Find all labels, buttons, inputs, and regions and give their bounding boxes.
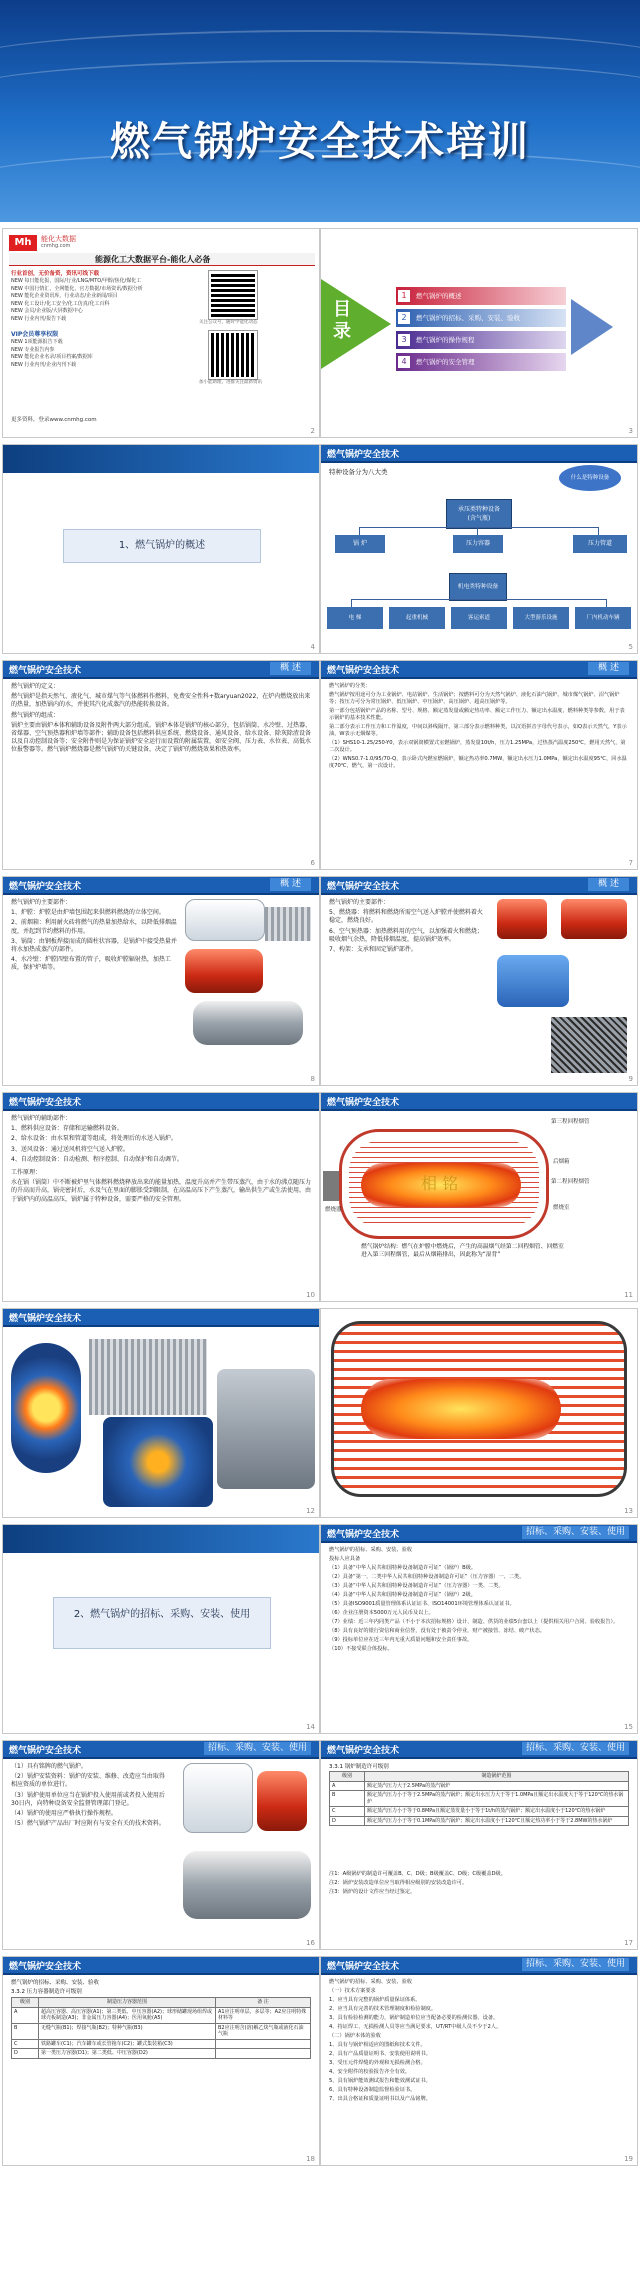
table-row — [12, 2049, 311, 2059]
list-item: 3、受压元件焊缝的外观和无损检测合格。 — [329, 2060, 426, 2066]
boiler-image — [183, 1763, 253, 1833]
feature-item: NEW 中国行情汇，全网能化，官方数据/市场资讯/数据分析 — [11, 285, 143, 292]
table-cell: D — [12, 2049, 39, 2059]
table-cell: 无缝气瓶(B1)；焊接气瓶(B2)；特种气瓶(B3) — [39, 2023, 216, 2039]
para: 燃气锅炉的招标、采购、安装、验收 — [329, 1547, 413, 1553]
header-title: 燃气锅炉安全技术 — [9, 1746, 82, 1756]
toc-num: 4 — [398, 356, 410, 368]
footer-link[interactable]: 更多资料，登录www.cnmhg.com — [11, 417, 97, 423]
slide-acceptance — [320, 1956, 638, 2166]
page-number: 15 — [624, 1723, 633, 1731]
boiler-image — [217, 1369, 315, 1489]
boiler-cutaway-image — [103, 1417, 213, 1507]
slide-body — [11, 683, 311, 757]
diagram-node: 压力容器 — [453, 535, 503, 553]
toc-num: 2 — [398, 312, 410, 324]
table-header — [330, 1772, 629, 1782]
slide-header — [3, 877, 319, 895]
slide-section-1 — [2, 444, 320, 654]
toc-list — [396, 287, 566, 371]
slide-body — [329, 899, 487, 956]
diagram-node-root — [446, 499, 512, 529]
list-item: （7）业绩：近三年内同类产品（不小于本次招标规格）设计、制造、供货的业绩5台套以上（提供相关用户合同、验收报告）。 — [329, 1619, 619, 1625]
page-number: 19 — [624, 2155, 633, 2163]
feature-item: NEW 会员/企业版/大屏数据中心 — [11, 308, 83, 314]
table-cell: 额定蒸汽压力小于等于0.1MPa的蒸汽锅炉；额定出水温度小于120℃且额定热功率小于等于2.8MW的热水锅炉 — [365, 1816, 629, 1826]
list-item: （1）具有铭牌的燃气锅炉。 — [11, 1763, 87, 1770]
diagram-label: 后烟箱 — [553, 1159, 570, 1165]
slide-body — [11, 899, 179, 975]
list-item: 1、应当具有完整的锅炉质量保证体系。 — [329, 1997, 421, 2003]
page-number: 6 — [310, 859, 315, 867]
table-row — [12, 2023, 311, 2039]
para: 投标人应具备 — [329, 1556, 361, 1562]
page-number: 12 — [306, 1507, 315, 1515]
table-header — [12, 1998, 311, 2008]
list-item: （5）燃气锅炉产品出厂时应附有与安全有关的技术资料。 — [11, 1820, 165, 1828]
header-tag: 概 述 — [270, 662, 311, 675]
page-number: 18 — [306, 2155, 315, 2163]
section-title: 2、燃气锅炉的招标、采购、安装、使用 — [53, 1597, 271, 1649]
slide-header — [321, 877, 637, 895]
page-number: 5 — [628, 643, 633, 651]
diagram-node-mech: 机电类特种设备 — [449, 573, 507, 601]
slide-toc — [320, 228, 638, 438]
list-item: （10）不接受联合体投标。 — [329, 1646, 393, 1652]
header-tag: 招标、采购、安装、使用 — [522, 1958, 629, 1971]
list-item: 3、锅筒：由钢板焊接而成的圆柱状容器，是锅炉中接受热量并将水加热成蒸汽的部件。 — [11, 937, 177, 954]
page-number: 2 — [310, 427, 315, 435]
slide-vessel-table — [2, 1956, 320, 2166]
para: 第二部分表示工作压力和工作温度，中间以斜线隔开。第三部分表示燃料种类，以汉语拼音字母代号表示，如Q表示天然气，Y表示油，W表示无烟煤等。 — [329, 724, 627, 737]
slide-auxiliary-parts — [2, 1092, 320, 1302]
para: 燃气锅炉是指天然气、液化气、城市煤气等气体燃料作燃料，免费安全性科+数aryuan2022，在炉内燃烧放出来的热量，加热锅内的水，并使其汽化成蒸汽的热能转换设备。 — [11, 693, 311, 709]
header-title: 燃气锅炉安全技术 — [327, 882, 400, 892]
callout-bubble: 什么是特种设备 — [559, 465, 621, 491]
vip-title: VIP会员尊享权限 — [11, 331, 59, 338]
page-number: 4 — [310, 643, 315, 651]
diagram-node: 大型游乐设施 — [513, 607, 569, 629]
list-item: 2、给水设备：由水泵和管道等组成，将处理后的水送入锅炉。 — [11, 1135, 177, 1143]
toc-item[interactable] — [396, 287, 566, 305]
page-number: 8 — [310, 1075, 315, 1083]
list-item: 4、水冷壁：炉膛四壁布置的管子，吸收炉膛辐射热，加热工质，保护炉墙等。 — [11, 956, 171, 972]
note: 注2：锅炉安装改造单位应当取得相应级别的安装改造许可。 — [329, 1880, 468, 1886]
flame — [361, 1379, 561, 1439]
vip-item: NEW 行业内刊/企业内刊下载 — [11, 361, 77, 368]
qr-caption: 关注公众号，随时学能化动态 — [199, 320, 258, 325]
list-item: 5、燃烧器：将燃料和燃烧所需空气送入炉膛并使燃料着火稳定，燃烧良好。 — [329, 909, 483, 925]
example: （1）SHS10-1.25/250-Y0，表示双锅筒横置式室燃锅炉，蒸发量10t/h，压力1.25MPa，过热蒸汽温度250℃，燃用天然气，第二次设计。 — [329, 740, 626, 753]
table-cell: A — [12, 2007, 39, 2023]
table-cell: 第一类压力容器(D1)；第二类低、中压容器(D2) — [39, 2049, 216, 2059]
list-item: （一）技术方案要求 — [329, 1988, 376, 1994]
list-item: 1、炉膛：炉膛是由炉墙包围起来供燃料燃烧的立体空间。 — [11, 909, 165, 917]
diagram-node: 压力管道 — [573, 535, 627, 553]
list-item: （4）具备“中华人民共和国特种设备制造许可证”（锅炉）2级。 — [329, 1592, 476, 1598]
page-number: 16 — [306, 1939, 315, 1947]
list-item: 3、送风设备：通过送风机将空气送入炉膛。 — [11, 1145, 129, 1153]
diagram-label: 燃烧器 — [325, 1207, 342, 1213]
diagram-subtitle: 特种设备分为八大类 — [329, 468, 388, 476]
diagram-connector — [351, 599, 607, 607]
feature-item: NEW 行业内刊/报告下载 — [11, 315, 67, 322]
toc-num: 3 — [398, 334, 410, 346]
burner-image — [497, 899, 547, 939]
diagram-label: 第三程回程烟管 — [551, 1119, 590, 1125]
list-item: 4、自动控制设备：自动检测、程序控制、自动保护和自动调节。 — [11, 1155, 183, 1163]
vessel-table — [11, 1997, 311, 2059]
slide-installation — [2, 1740, 320, 1950]
example: （2）WNS0.7-1.0/95/70-Q，表示卧式内燃室燃锅炉，额定热功率0.7MW，额定出水压力1.0MPa，额定出水温度95℃，回水温度70℃，燃气，第一次设计。 — [329, 756, 627, 769]
header-tag: 招标、采购、安装、使用 — [522, 1742, 629, 1755]
list-item: 7、构架：支承和固定锅炉部件。 — [329, 946, 417, 954]
slide-cutaway — [320, 1308, 638, 1518]
list-item: 1、燃料供应设备：存储和运输燃料设备。 — [11, 1125, 123, 1133]
header-title: 燃气锅炉安全技术 — [327, 1098, 400, 1108]
toc-item[interactable] — [396, 353, 566, 371]
page-number: 11 — [624, 1291, 633, 1299]
column-header: 制造锅炉范围 — [365, 1772, 629, 1782]
table-cell: B — [330, 1791, 365, 1807]
list-item: 4、安全附件的校验报告齐全有效。 — [329, 2069, 411, 2075]
boiler-image — [183, 1851, 311, 1919]
vip-item: NEW 专业报告内参 — [11, 346, 55, 353]
slide-header — [321, 1525, 637, 1543]
slide-band — [3, 1525, 319, 1553]
diagram-connector — [477, 527, 478, 535]
list-item: （3）具备“中华人民共和国特种设备制造许可证”（压力容器）一类、二类。 — [329, 1583, 504, 1589]
boiler-image — [257, 1771, 307, 1831]
slide-ad — [2, 228, 320, 438]
note: 注3：锅炉的设计文件应当经过鉴定。 — [329, 1889, 416, 1895]
para: 燃气锅炉的组成： — [11, 711, 60, 719]
list-item: 燃气锅炉的主要部件： — [329, 899, 390, 906]
slide-header — [321, 1957, 637, 1975]
list-item: （2）具备“第一、二类中华人民共和国特种设备制造许可证”（压力容器）一、二类。 — [329, 1574, 525, 1580]
diagram-connector — [359, 527, 599, 535]
header-tag: 概 述 — [588, 662, 629, 675]
toc-label: 燃气锅炉的安全管理 — [416, 358, 475, 366]
header-tag: 概 述 — [270, 878, 311, 891]
vip-item: NEW 1项能源报告下载 — [11, 339, 63, 345]
column-header: 级别 — [12, 1998, 39, 2008]
slide-header — [3, 1309, 319, 1327]
diagram-node: 起重机械 — [389, 607, 445, 629]
table-row — [12, 2007, 311, 2023]
slide-header — [3, 1093, 319, 1111]
list-item: （1）具备“中华人民共和国特种设备制造许可证”（锅炉）B级。 — [329, 1565, 477, 1571]
page-number: 3 — [628, 427, 633, 435]
section-title: 1、燃气锅炉的概述 — [63, 529, 261, 563]
table-cell: A — [330, 1781, 365, 1791]
table-cell: A1应注明单层、多层等；A2应注明特殊材料等 — [216, 2007, 311, 2023]
table-cell: B — [12, 2023, 39, 2039]
header-title: 燃气锅炉安全技术 — [9, 1962, 82, 1972]
list-item: 燃气锅炉的辅助部件： — [11, 1115, 72, 1122]
para-heading: 工作原理： — [11, 1169, 42, 1177]
page-number: 7 — [628, 859, 633, 867]
brand-url: cnmhg.com — [41, 243, 71, 249]
slide-structure-diagram — [320, 1092, 638, 1302]
slide-header — [321, 445, 637, 463]
slide-header — [321, 1741, 637, 1759]
page-number: 13 — [624, 1507, 633, 1515]
feature-item: NEW 每日能化报，国际/行业/LNG/MTO/甲醇/焦化/煤化工 — [11, 278, 142, 284]
boiler-image — [89, 1339, 207, 1415]
mech-row — [327, 607, 633, 631]
brand-logo: Mh — [9, 235, 37, 251]
diagram-caption: 燃气锅炉结构：燃气在炉膛中燃烧后，产生的高温烟气经第二回程烟管、回燃室进入第三回程烟管，最后从烟箱排出，因此称为“湿背” — [361, 1244, 564, 1258]
list-item: 6、空气预热器：加热燃料用的空气，以加强着火和燃烧；吸收烟气余热，降低排烟温度，提高锅炉效率。 — [329, 927, 483, 943]
table-cell: C — [330, 1807, 365, 1817]
slide-body — [11, 1763, 169, 1830]
node-sublabel: (含气瓶) — [467, 515, 491, 522]
diagram-label: 第二程回程烟管 — [551, 1179, 590, 1185]
qr-code-icon — [209, 331, 257, 379]
list-item: （2）锅炉安装资料：锅炉的安装、维修、改造应当由取得相应资质的单位进行。 — [11, 1773, 165, 1789]
header-title: 燃气锅炉安全技术 — [9, 1314, 82, 1324]
table-row — [330, 1807, 629, 1817]
slide-header — [3, 1957, 319, 1975]
table-title: 3.3.1 锅炉制造许可级别 — [329, 1764, 389, 1770]
note: 注1：A级锅炉的制造许可覆盖B、C、D级；B级覆盖C、D级；C级覆盖D级。 — [329, 1871, 506, 1877]
burner-image — [497, 955, 569, 1007]
platform-title: 能源化工大数据平台-能化人必备 — [95, 255, 211, 264]
diagram-label: 燃烧室 — [553, 1205, 570, 1211]
page-number: 10 — [306, 1291, 315, 1299]
slide-boiler-images — [2, 1308, 320, 1518]
table-row — [330, 1791, 629, 1807]
slide-band — [3, 445, 319, 473]
header-tag: 招标、采购、安装、使用 — [522, 1526, 629, 1539]
slide-header — [3, 1741, 319, 1759]
para: 燃气锅炉的定义： — [11, 683, 60, 690]
list-item: 7、出具合格证和质量证明书以及产品铭牌。 — [329, 2096, 431, 2102]
para: 燃气锅炉按用途可分为工业锅炉、电站锅炉、生活锅炉；按燃料可分为天然气锅炉、液化石油气锅炉、城市煤气锅炉、沼气锅炉等；按压力可分为常压锅炉、低压锅炉、中压锅炉、高压锅炉、超高压锅炉等。 — [329, 692, 620, 705]
table-cell: D — [330, 1816, 365, 1826]
header-title: 燃气锅炉安全技术 — [9, 666, 82, 676]
list-item: 2、前烟箱：利用耐火砖将燃气的热量加热给水，以降低排烟温度，并起到节约燃料的作用。 — [11, 919, 177, 935]
slide-license-table — [320, 1740, 638, 1950]
heat-exchanger-image — [265, 907, 311, 941]
slide-body — [329, 1979, 629, 2105]
slide-equipment-categories — [320, 444, 638, 654]
para: 燃气锅炉的分类： — [329, 683, 371, 689]
column-header: 制造压力容器范围 — [39, 1998, 216, 2008]
diagram-node: 客运索道 — [451, 607, 507, 629]
table-cell: 额定蒸汽压力大于2.5MPa的蒸汽锅炉 — [365, 1781, 629, 1791]
header-title: 燃气锅炉安全技术 — [9, 882, 82, 892]
boiler-image — [185, 899, 265, 941]
toc-num: 1 — [398, 290, 410, 302]
list-item: （二）锅炉本体的验收 — [329, 2033, 381, 2039]
page-number: 9 — [628, 1075, 633, 1083]
slide-header — [321, 661, 637, 679]
burner-image — [561, 899, 627, 939]
list-item: （4）锅炉的使用应严格执行操作规程。 — [11, 1810, 117, 1818]
qr-caption: 加小能助理，进群关注最新资讯 — [199, 380, 262, 385]
column-header: 级别 — [330, 1772, 365, 1782]
slide-main-parts-2 — [320, 876, 638, 1086]
node-label: 承压类特种设备 — [457, 506, 500, 513]
diagram-node: 电 梯 — [327, 607, 383, 629]
boiler-image — [193, 1001, 303, 1045]
list-item: 4、持证焊工、无损检测人员等应当满足要求，UT/RT中级人员不少于2人。 — [329, 2024, 502, 2030]
table-cell: 额定蒸汽压力小于等于2.5MPa的蒸汽锅炉；额定出水压力大于等于1.0MPa且额定出水温度大于等于120℃的热水锅炉 — [365, 1791, 629, 1807]
table-cell: C — [12, 2039, 39, 2049]
page-number: 14 — [306, 1723, 315, 1731]
intro-text: 燃气锅炉的招标、采购、安装、验收 — [11, 1980, 100, 1986]
toc-arrow-right — [571, 299, 613, 355]
platform-intro: 行业首创，无价备资，资讯可线下载 — [11, 271, 100, 277]
list-item: 5、具有锅炉能效测试报告和能效测试证书。 — [329, 2078, 431, 2084]
para: 锅炉主要由锅炉本体和辅助设备及附件两大部分组成。锅炉本体是锅炉的核心部分，包括锅筒、水冷壁、过热器、省煤器、空气预热器和炉墙等部件；辅助设备包括燃料供应系统、燃烧设备、通风设备、给水设备、除灰除渣设备以及自动控制设备等；安全附件则是为保证锅炉安全运行而设置的附属装置，如安全阀、压力表、水位表、高低水位报警器等。燃气锅炉燃烧器是燃气锅炉的关键设备，决定了锅炉的燃烧效果和热效率。 — [11, 721, 312, 754]
feature-item: NEW 能化企业资讯库，行业动态/企业新闻/项目 — [11, 293, 118, 299]
table-cell — [216, 2039, 311, 2049]
list-item: 6、具有特种设备制造监督检验证书。 — [329, 2087, 416, 2093]
table-cell — [216, 2049, 311, 2059]
list-item: （5）具备ISO9001质量管理体系认证证书、ISO14001环境管理体系认证证书。 — [329, 1601, 515, 1607]
vip-item: NEW 能化企业名录/项目档案/数据库 — [11, 354, 93, 360]
toc-label: 燃气锅炉的操作规程 — [416, 336, 475, 344]
column-header: 备 注 — [216, 1998, 311, 2008]
header-title: 燃气锅炉安全技术 — [9, 1098, 82, 1108]
slide-body — [329, 1547, 629, 1655]
list-item: 3、具有检验检测的能力，锅炉制造单位应当配备必要的检测仪器、设备。 — [329, 2015, 499, 2021]
table-notes — [329, 1871, 629, 1898]
cover-banner — [0, 0, 640, 222]
qr-code-icon — [209, 271, 257, 319]
slide-body — [11, 1115, 311, 1206]
para: 第一部分包括锅炉产品的名称、型号、规格、额定蒸发量或额定热功率、额定工作压力、额定出水温度、燃料种类等参数，用于表示锅炉的基本技术性能。 — [329, 708, 625, 721]
diagram-node: 锅 炉 — [335, 535, 385, 553]
list-item: （8）具有良好的银行资信和商业信誉，没有处于被责令停业，财产被接管、冻结、破产状态。 — [329, 1628, 545, 1634]
table-cell: 额定蒸汽压力小于等于0.8MPa且额定蒸发量小于等于1t/h的蒸汽锅炉；额定出水温度小于120℃的热水锅炉 — [365, 1807, 629, 1817]
header-tag: 招标、采购、安装、使用 — [204, 1742, 311, 1755]
header-title: 燃气锅炉安全技术 — [327, 450, 400, 460]
platform-bar — [9, 253, 315, 266]
para: 水在锅（锅筒）中不断被炉里气体燃料燃烧释放出来的能量加热，温度升高并产生带压蒸汽，由于水的沸点随压力的升高而升高，锅壳密封后，水及气在里面的膨胀受到限制，在高温高压下产生蒸汽，输出供生产或生活使用。由于锅炉内的高温高压，锅炉属于特种设备，需要严格的安全管理。 — [11, 1179, 312, 1203]
document-title: 燃气锅炉安全技术培训 — [110, 119, 530, 165]
list-item: （3）锅炉使用单位应当在锅炉投入使用前或者投入使用后30日内，向特种设备安全监督管理部门登记。 — [11, 1791, 165, 1807]
table-row — [330, 1816, 629, 1826]
feature-list — [11, 278, 201, 323]
slide-main-parts-1 — [2, 876, 320, 1086]
slide-classification — [320, 660, 638, 870]
slide-section-2 — [2, 1524, 320, 1734]
list-item: 2、应当具有完善的技术管理制度和检验制度。 — [329, 2006, 437, 2012]
air-preheater-image — [551, 1017, 627, 1073]
license-table — [329, 1771, 629, 1826]
toc-item[interactable] — [396, 331, 566, 349]
toc-title: 目录 — [333, 299, 351, 342]
table-cell: 铁路罐车(C1)；汽车罐车或长管拖车(C2)；罐式集装箱(C3) — [39, 2039, 216, 2049]
slide-header — [321, 1093, 637, 1111]
table-row — [330, 1781, 629, 1791]
header-title: 燃气锅炉安全技术 — [327, 1962, 400, 1972]
vip-list — [11, 339, 201, 369]
list-item: 2、具有产品质量证明书、安装使用说明书。 — [329, 2051, 431, 2057]
boiler-cutaway-image — [11, 1343, 81, 1473]
list-item: 燃气锅炉的主要部件： — [11, 899, 72, 906]
header-tag: 概 述 — [588, 878, 629, 891]
brand-name: 能化大数据 — [41, 235, 76, 243]
slide-body — [329, 683, 629, 772]
table-row — [12, 2039, 311, 2049]
header-title: 燃气锅炉安全技术 — [327, 1530, 400, 1540]
toc-label: 燃气锅炉的招标、采购、安装、验收 — [416, 314, 520, 322]
feature-item: NEW 化工设计/化工安全/化工仿真/化工百科 — [11, 300, 110, 307]
list-item: （6）企业注册资本5000万元人民币及以上。 — [329, 1610, 434, 1616]
slide-header — [3, 661, 319, 679]
boiler-image — [185, 949, 263, 993]
diagram-node: 厂内机动车辆 — [575, 607, 631, 629]
header-title: 燃气锅炉安全技术 — [327, 1746, 400, 1756]
toc-item[interactable] — [396, 309, 566, 327]
list-item: （9）投标单位应在近三年内无重大质量问题和安全责任事故。 — [329, 1637, 473, 1643]
burner — [323, 1171, 339, 1201]
table-title: 3.3.2 压力容器制造许可级别 — [11, 1989, 82, 1995]
list-item: 1、具有与锅炉相适应的图纸和技术文件。 — [329, 2042, 426, 2048]
page-number: 17 — [624, 1939, 633, 1947]
slide-definition — [2, 660, 320, 870]
header-title: 燃气锅炉安全技术 — [327, 666, 400, 676]
watermark: 相 铭 — [421, 1174, 459, 1193]
toc-label: 燃气锅炉的概述 — [416, 292, 462, 300]
table-cell: 超高压容器、高压容器(A1)；第三类低、中压容器(A2)；球形储罐现场组焊或球壳板制造(A3)；非金属压力容器(A4)；医用氧舱(A5) — [39, 2007, 216, 2023]
para: 燃气锅炉的招标、采购、安装、验收 — [329, 1979, 413, 1985]
slide-bidding-requirements — [320, 1524, 638, 1734]
table-cell: B2应注明含(溶)解乙炔气瓶或液化石油气瓶 — [216, 2023, 311, 2039]
